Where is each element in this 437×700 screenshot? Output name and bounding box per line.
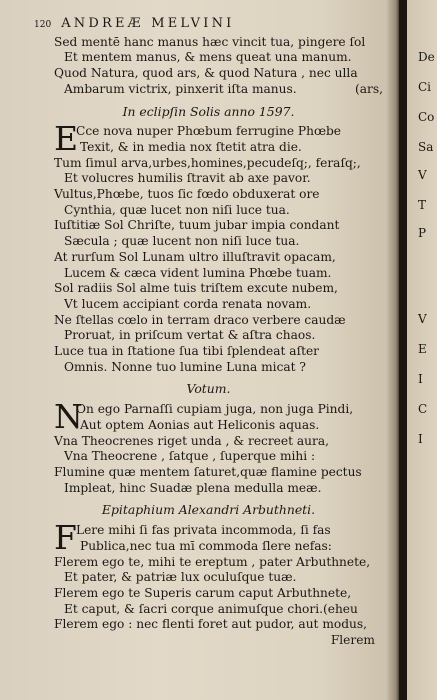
text-line: Et volucres humilis ſtravit ab axe pavor. — [64, 171, 311, 186]
text-line: Lucem & cæca vident lumina Phœbe tuam. — [64, 265, 332, 280]
right-page-edge — [407, 0, 437, 700]
margin-fragment: V — [418, 312, 427, 326]
drop-capital: F — [54, 518, 77, 558]
drop-capital: N — [54, 397, 83, 437]
margin-fragment: C — [418, 402, 428, 416]
poem-title-eclipse: In eclipſin Solis anno 1597. — [122, 103, 295, 119]
text-line: Et caput, & ſacri corque animuſque chori.(eheu — [64, 601, 358, 616]
text-line: Flerem ego te, mihi te ereptum , pater Arbuthnete, — [54, 554, 371, 569]
text-line — [54, 82, 389, 98]
poem-eclipse — [54, 119, 389, 375]
text-line: Vna Theocrene , ſatque , ſuperque mihi : — [64, 449, 316, 464]
text-line: Publica,nec tua mī commoda ſlere nefas: — [80, 538, 332, 553]
text-line: Iuſtitiæ Sol Chriſte, tuum jubar impia condant — [54, 218, 340, 233]
book-spine — [399, 0, 407, 700]
text-line: Sol radiis Sol alme tuis triſtem excute nubem, — [54, 281, 338, 296]
page-gutter-shadow — [386, 0, 400, 700]
text-line: Proruat, in priſcum vertat & aſtra chaos. — [64, 328, 316, 343]
text-line: Vultus,Phœbe, tuos ſic fœdo obduxerat ore — [54, 187, 320, 202]
margin-fragment: Co — [418, 110, 435, 124]
text-line: Cce nova nuper Phœbum ferrugine Phœbe — [76, 124, 342, 139]
text-line: Tum ſimul arva,urbes,homines,pecudeſq;, feraſq;, — [54, 155, 361, 170]
margin-fragment: P — [418, 226, 427, 240]
text-line: Vna Theocrenes riget unda , & recreet aura, — [54, 433, 329, 448]
margin-fragment: Sa — [418, 140, 434, 154]
text-line: Quod Natura, quod ars, & quod Natura , nec ulla — [54, 66, 358, 81]
text-line: Aut optem Aonias aut Heliconis aquas. — [80, 417, 320, 432]
text-fragment-tail: (ars, — [355, 81, 383, 96]
text-line: Et mentem manus, & mens queat una manum. — [64, 50, 352, 65]
text-line: Omnis. Nonne tuo lumine Luna micat ? — [64, 359, 306, 374]
text-line: On ego Parnaſſi cupiam juga, non juga Pindi, — [76, 402, 354, 417]
text-line: Vt lucem accipiant corda renata novam. — [64, 296, 312, 311]
text-line: Impleat, hinc Suadæ plena medulla meæ. — [64, 480, 322, 495]
page-number: 120 — [34, 20, 52, 30]
text-line: Flumine quæ mentem ſaturet,quæ flamine pectus — [54, 464, 362, 479]
text-line: Sed mentē hanc manus hæc vincit tua, pingere ſol — [54, 34, 366, 49]
catchword: Flerem — [330, 633, 375, 648]
text-line: Sæcula ; quæ lucent non niſi luce tua. — [64, 234, 300, 249]
page-header — [34, 16, 389, 34]
text-line: Ne ſtellas cœlo in terram draco verbere caudæ — [54, 312, 346, 327]
text-line: Flerem ego te Superis carum caput Arbuthnete, — [54, 585, 352, 600]
poem-title-votum: Votum. — [186, 381, 231, 397]
text-line: Flerem ego : nec flenti foret aut pudor, aut modus, — [54, 617, 367, 632]
drop-capital: E — [54, 119, 79, 159]
text-line: At rurſum Sol Lunam ultro illuſtravit opacam, — [54, 249, 336, 264]
poem-epitaph — [54, 518, 389, 649]
top-lines — [54, 35, 389, 98]
margin-fragment: De — [418, 50, 435, 64]
text-line: Et pater, & patriæ lux oculuſque tuæ. — [64, 570, 297, 585]
margin-fragment: I — [418, 432, 423, 446]
text-line: Lere mihi ſi fas privata incommoda, ſi fas — [76, 523, 331, 538]
poem-title-epitaph: Epitaphium Alexandri Arbuthneti. — [101, 502, 316, 518]
running-title: ANDREÆ MELVINI — [61, 16, 235, 31]
margin-fragment: E — [418, 342, 427, 356]
margin-fragment: V — [418, 168, 427, 182]
text-fragment: Ambarum victrix, pinxerit iſta manus. — [64, 81, 297, 96]
text-line: Texit, & in media nox ſtetit atra die. — [80, 139, 302, 154]
margin-fragment: Ci — [418, 80, 432, 94]
poem-votum — [54, 397, 389, 496]
margin-fragment: T — [418, 198, 427, 212]
margin-fragment: I — [418, 372, 423, 386]
text-line: Luce tua in ſtatione ſua tibi ſplendeat aſter — [54, 344, 320, 359]
text-line: Cynthia, quæ lucet non niſi luce tua. — [64, 202, 290, 217]
